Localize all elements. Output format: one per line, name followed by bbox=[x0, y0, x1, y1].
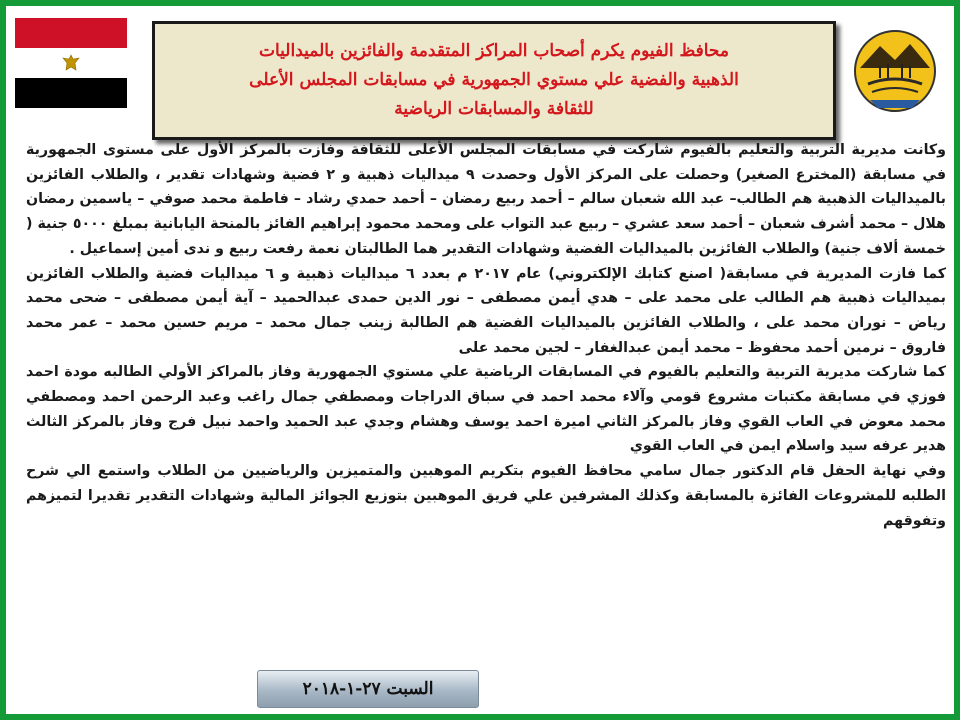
paragraph: وكانت مديرية التربية والتعليم بالفيوم شاركت في مسابقات المجلس الأعلى للثقافة وفازت بالمركز الأول على مستوى الجمهورية في مسابقة (المخترع الصغير) وحصلت على المركز الأول وحصدت ٩ ميداليات ذهبية و ٢ فضية وشهادات تقدير ، والطلاب الفائزين بالميداليات الذهبية هم الطالب– عبد الله شعبان سالم – أحمد ربيع رمضان – أحمد حمدي رشاد – فاطمة محمد صوفي – ياسمين رمضان هلال – محمد أشرف شعبان – أحمد سعد عشري – ربيع عبد التواب على ومحمد محمود إبراهيم الفائز بالمنحة اليابانية بمبلغ ٥٠٠٠ جنية ( خمسة ألاف جنية) والطلاب الفائزين بالميداليات الفضية وشهادات التقدير هما الطالبتان نعمة رفعت ربيع و ندى أمين إسماعيل . bbox=[26, 142, 946, 257]
date-badge bbox=[257, 670, 479, 708]
paragraph: وفي نهاية الحفل قام الدكتور جمال سامي محافظ الفيوم بتكريم الموهبين والمتميزين والرياضيين من الطلاب واستمع الي شرح الطلبه للمشروعات الفائزة بالمسابقة وكذلك المشرفين علي فريق الموهبين بتوزيع الجوائز المالية وشهادات التقدير تقديرا لتميزهم وتفوقهم bbox=[26, 463, 946, 529]
title-box bbox=[152, 21, 836, 140]
paragraph: كما شاركت مديرية التربية والتعليم بالفيوم في المسابقات الرياضية علي مستوي الجمهورية وفاز بالمراكز الأولي الطالبه مودة احمد فوزي في مسابقة مكتبات مشروع قومي وآلاء محمد احمد في سباق الدراجات ومصطفي جمال راغب وعبد الرحمن احمد ومصطفي محمد معوض في العاب القوي وفاز بالمركز الثاني اميرة احمد يوسف وهشام وجدي عبد الحميد واحمد نبيل فرج وفاز بالمركز الثالث هدير عرفه سيد واسلام ايمن في العاب القوي bbox=[26, 364, 946, 455]
title-line: محافظ الفيوم يكرم أصحاب المراكز المتقدمة والفائزين بالميداليات bbox=[258, 41, 729, 61]
title-line: للثقافة والمسابقات الرياضية bbox=[394, 99, 594, 119]
egypt-flag-icon bbox=[15, 18, 127, 108]
title-line: الذهبية والفضية علي مستوي الجمهورية في مسابقات المجلس الأعلى bbox=[249, 70, 739, 90]
article-body bbox=[26, 138, 946, 533]
eagle-icon bbox=[61, 54, 81, 72]
fayoum-governorate-logo-icon bbox=[850, 26, 940, 116]
paragraph: كما فازت المديرية في مسابقة( اصنع كتابك الإلكتروني) عام ٢٠١٧ م بعدد ٦ ميداليات ذهبية و ٦ ميداليات فضية والطلاب الفائزين بميداليات ذهبية هم الطالب على محمد على – هدي أيمن مصطفى – نور الدين حمدى عبدالحميد – آية أيمن مصطفى – ضحى محمد رياض – نوران محمد على ، والطلاب الفائزين بالميداليات الفضية هم الطالبة زينب جمال محمد – مريم حسين محمد – عمر محمد فاروق – نرمين أحمد محفوظ – محمد أيمن عبدالغفار – لجين محمد على bbox=[26, 265, 947, 356]
date-text: السبت ٢٧-١-٢٠١٨ bbox=[302, 679, 434, 699]
page-title bbox=[174, 37, 814, 124]
